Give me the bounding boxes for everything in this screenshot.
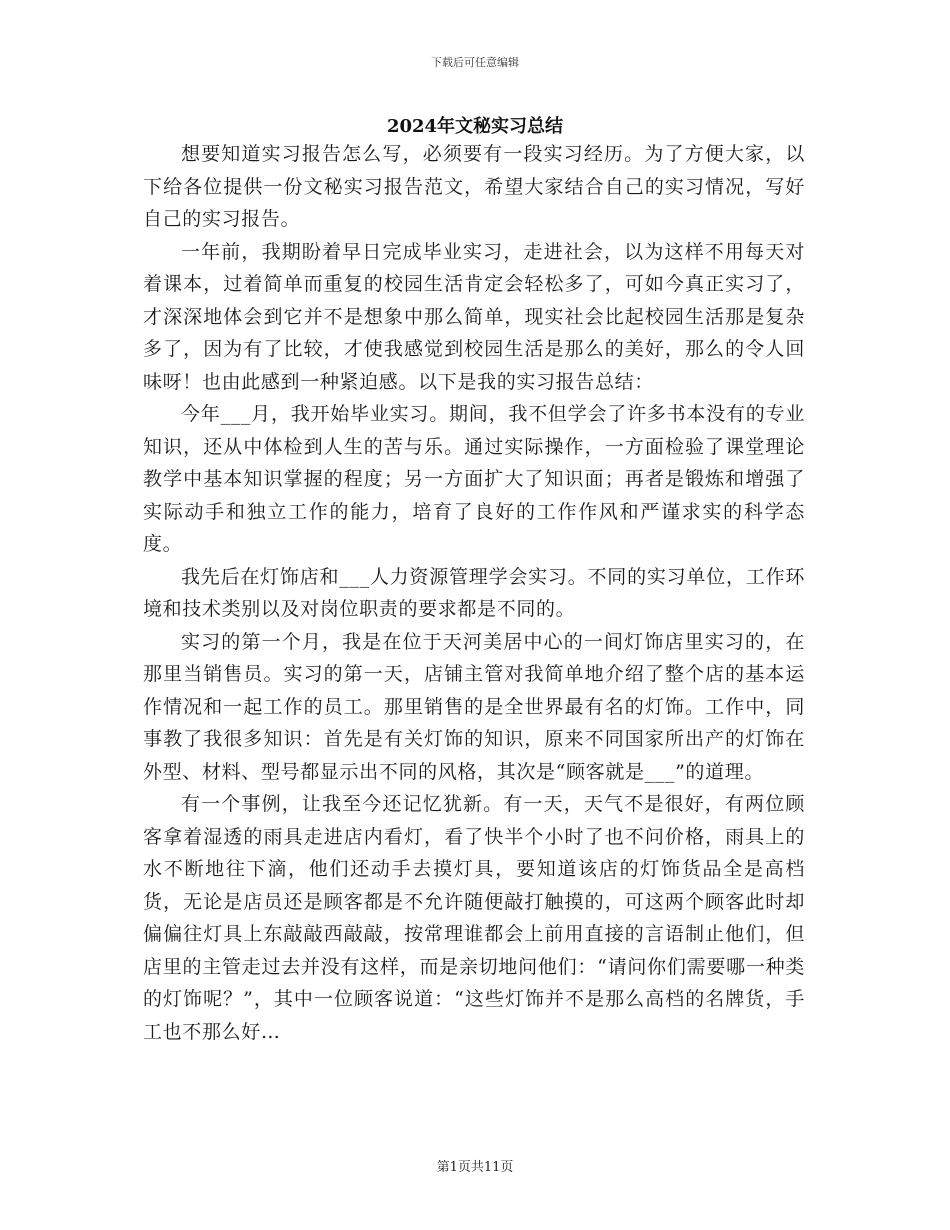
paragraph: 有一个事例，让我至今还记忆犹新。有一天，天气不是很好，有两位顾客拿着湿透的雨具走进店内看灯，看了快半个小时了也不问价格，雨具上的水不断地往下滴，他们还动手去摸灯具，要知道该店的灯饰货品全是高档货，无论是店员还是顾客都是不允许随便敲打触摸的，可这两个顾客此时却偏偏往灯具上东敲敲西敲敲，按常理谁都会上前用直接的言语制止他们，但店里的主管走过去并没有这样，而是亲切地问他们：“请问你们需要哪一种类的灯饰呢？”，其中一位顾客说道：“这些灯饰并不是那么高档的名牌货，手工也不那么好… <box>143 793 805 1043</box>
paragraph: 实习的第一个月，我是在位于天河美居中心的一间灯饰店里实习的，在那里当销售员。实习的第一天，店铺主管对我简单地介绍了整个店的基本运作情况和一起工作的员工。那里销售的是全世界最有名的灯饰。工作中，同事教了我很多知识：首先是有关灯饰的知识，原来不同国家所出产的灯饰在外型、材料、型号都显示出不同的风格，其次是“顾客就是___”的道理。 <box>143 630 805 783</box>
paragraph: 想要知道实习报告怎么写，必须要有一段实习经历。为了方便大家，以下给各位提供一份文秘实习报告范文，希望大家结合自己的实习情况，写好自己的实习报告。 <box>143 143 805 230</box>
paragraph: 今年___月，我开始毕业实习。期间，我不但学会了许多书本没有的专业知识，还从中体检到人生的苦与乐。通过实际操作，一方面检验了课堂理论教学中基本知识掌握的程度；另一方面扩大了知识面；再者是锻炼和增强了实际动手和独立工作的能力，培育了良好的工作作风和严谨求实的科学态度。 <box>143 403 805 555</box>
page-header: 下载后可任意编辑 <box>431 56 519 69</box>
page-number: 第1页共11页 <box>436 1160 514 1175</box>
paragraph: 一年前，我期盼着早日完成毕业实习，走进社会，以为这样不用每天对着课本，过着简单而重复的校园生活肯定会轻松多了，可如今真正实习了，才深深地体会到它并不是想象中那么简单，现实社会比起校园生活那是复杂多了，因为有了比较，才使我感觉到校园生活是那么的美好，那么的令人回味呀！也由此感到一种紧迫感。以下是我的实习报告总结： <box>143 240 805 393</box>
paragraph: 我先后在灯饰店和___人力资源管理学会实习。不同的实习单位，工作环境和技术类别以及对岗位职责的要求都是不同的。 <box>143 565 805 620</box>
document-title: 2024年文秘实习总结 <box>386 116 564 137</box>
document-body <box>143 138 805 1048</box>
